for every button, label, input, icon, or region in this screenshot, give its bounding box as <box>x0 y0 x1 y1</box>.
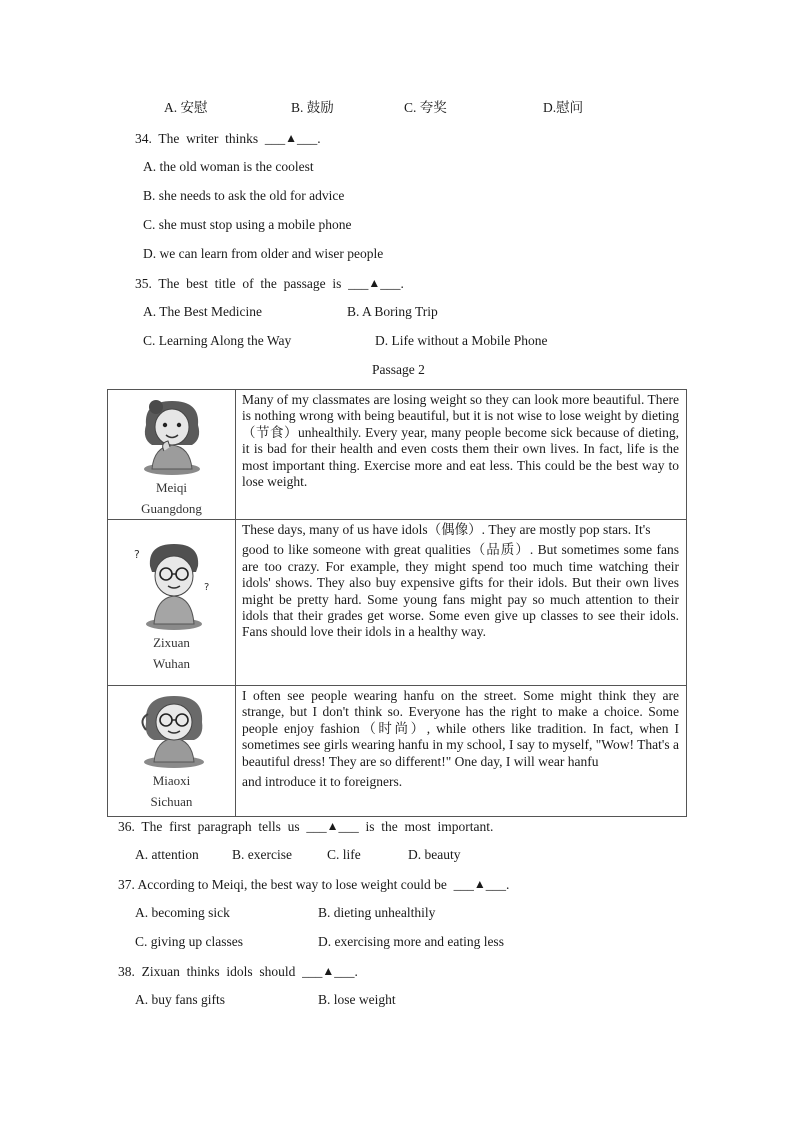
question-35-option-c[interactable]: C. Learning Along the Way <box>143 333 292 348</box>
question-34-option-b[interactable]: B. she needs to ask the old for advice <box>143 188 345 203</box>
question-34-option-a[interactable]: A. the old woman is the coolest <box>143 159 314 174</box>
blank-triangle-icon: ▲ <box>285 131 297 145</box>
question-34-stem: 34. The writer thinks ___▲___. <box>135 131 321 146</box>
question-37-option-c[interactable]: C. giving up classes <box>135 934 243 949</box>
prev-option-a[interactable]: A. 安慰 <box>164 100 208 115</box>
student-name: Miaoxi <box>152 773 191 788</box>
passage-paragraph: I often see people wearing hanfu on the street. Some might think they are strange, but I don't think so. Everyone has the right to make a choice. Some people enjoy fashion（时尚）, while others like tradition. In fact, when I sometimes see girls wearing hanfu in my school, I say to myself, "Wow! That's a beautiful dress! They are so different!" One day, I will wear hanfu <box>242 688 679 769</box>
passage-paragraph: Many of my classmates are losing weight so they can look more beautiful. There is nothing wrong with being beautiful, but it is not wise to lose weight by dieting（节食）unhealthily. Every year, many people become sick because of dieting, it is bad for their health and even costs them their own lives. In fact, life is the most important thing. Exercise more and eat less. This could be the best way to lose weight. <box>242 392 679 490</box>
question-37-stem: 37. According to Meiqi, the best way to lose weight could be ___▲___. <box>118 877 510 892</box>
boy-avatar-icon <box>124 532 220 632</box>
passage-text-cell <box>236 686 687 817</box>
student-place: Guangdong <box>141 501 202 516</box>
question-37-option-d[interactable]: D. exercising more and eating less <box>318 934 504 949</box>
svg-text:?: ? <box>133 548 140 561</box>
passage-paragraph: and introduce it to foreigners. <box>242 774 403 790</box>
question-37-option-a[interactable]: A. becoming sick <box>135 905 230 920</box>
passage-paragraph: These days, many of us have idols（偶像）. They are mostly pop stars. It's <box>242 522 651 537</box>
question-38-option-b[interactable]: B. lose weight <box>318 992 396 1007</box>
question-35-option-d[interactable]: D. Life without a Mobile Phone <box>375 333 548 348</box>
prev-option-d[interactable]: D.慰问 <box>543 100 584 115</box>
passage-text-cell <box>236 520 687 686</box>
profile-cell <box>108 686 236 817</box>
student-name: Zixuan <box>153 635 190 650</box>
svg-text:?: ? <box>203 582 209 593</box>
passage-table <box>107 389 687 817</box>
question-35-option-b[interactable]: B. A Boring Trip <box>347 304 438 319</box>
question-36-option-d[interactable]: D. beauty <box>408 847 461 862</box>
question-34-option-c[interactable]: C. she must stop using a mobile phone <box>143 217 352 232</box>
question-36-option-a[interactable]: A. attention <box>135 847 199 862</box>
blank-triangle-icon: ▲ <box>473 877 486 891</box>
blank-triangle-icon: ▲ <box>322 964 335 978</box>
passage-text-cell <box>236 390 687 520</box>
question-38-option-a[interactable]: A. buy fans gifts <box>135 992 225 1007</box>
profile-cell <box>108 390 236 520</box>
passage-paragraph: good to like someone with great qualities（品质）. But sometimes some fans are too crazy. For example, they might spend too much time watching their idols' shows. They also buy expensive gifts for their idols. But their own lives might be pretty hard. Some young fans might pay so much attention to their idols that their grades get worse. Some even give up classes to see their idols. Fans should love their idols in a healthy way. <box>242 542 679 640</box>
passage-row-zixuan <box>108 520 687 686</box>
passage-row-meiqi <box>108 390 687 520</box>
question-34-option-d[interactable]: D. we can learn from older and wiser people <box>143 246 384 261</box>
question-36-option-b[interactable]: B. exercise <box>232 847 292 862</box>
prev-option-c[interactable]: C. 夸奖 <box>404 100 447 115</box>
question-38-stem: 38. Zixuan thinks idols should ___▲___. <box>118 964 358 979</box>
question-36-option-c[interactable]: C. life <box>327 847 361 862</box>
prev-option-b[interactable]: B. 鼓励 <box>291 100 334 115</box>
question-35-option-a[interactable]: A. The Best Medicine <box>143 304 262 319</box>
student-place: Wuhan <box>152 656 191 671</box>
student-place: Sichuan <box>150 794 193 809</box>
question-35-stem: 35. The best title of the passage is ___▲___. <box>135 276 404 291</box>
girl-with-glasses-avatar-icon <box>124 690 220 770</box>
profile-cell <box>108 520 236 686</box>
passage-title: Passage 2 <box>372 362 425 377</box>
question-36-stem: 36. The first paragraph tells us ___▲___ is the most important. <box>118 819 494 834</box>
student-name: Meiqi <box>155 480 188 495</box>
question-37-option-b[interactable]: B. dieting unhealthily <box>318 905 436 920</box>
girl-avatar-icon <box>124 395 220 477</box>
passage-row-miaoxi <box>108 686 687 817</box>
blank-triangle-icon: ▲ <box>368 276 381 290</box>
blank-triangle-icon: ▲ <box>326 819 339 833</box>
